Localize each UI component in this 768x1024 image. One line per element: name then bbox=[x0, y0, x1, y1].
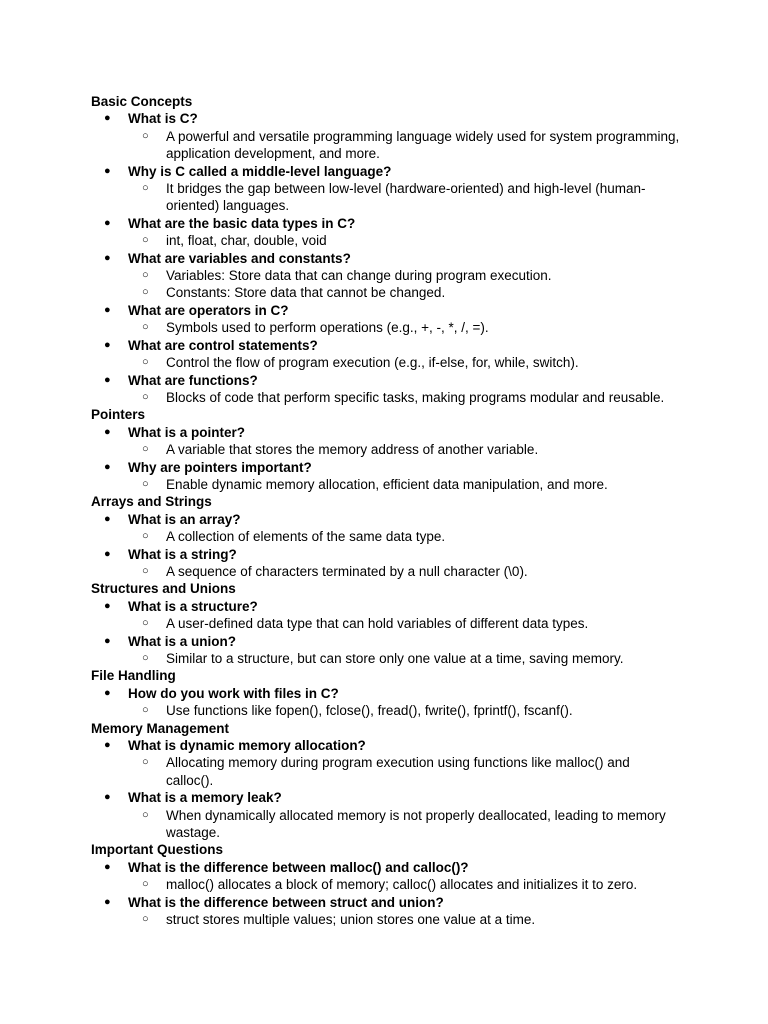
question-text: How do you work with files in C? bbox=[128, 685, 339, 701]
answer-text: Enable dynamic memory allocation, efficient data manipulation, and more. bbox=[166, 476, 608, 492]
answer-item bbox=[0, 128, 768, 163]
filled-bullet-icon: ● bbox=[104, 860, 111, 873]
hollow-bullet-icon: ○ bbox=[142, 182, 149, 195]
answer-text: Constants: Store data that cannot be changed. bbox=[166, 285, 446, 301]
hollow-bullet-icon: ○ bbox=[142, 286, 149, 299]
question-item bbox=[0, 859, 768, 876]
question-item bbox=[0, 337, 768, 354]
question-item bbox=[0, 598, 768, 615]
answer-text: It bridges the gap between low-level (hardware-oriented) and high-level (human-oriented) languages. bbox=[166, 181, 646, 214]
filled-bullet-icon: ● bbox=[104, 164, 111, 177]
section-heading: Basic Concepts bbox=[91, 94, 193, 109]
hollow-bullet-icon: ○ bbox=[142, 269, 149, 282]
section-heading: Arrays and Strings bbox=[91, 494, 212, 510]
hollow-bullet-icon: ○ bbox=[142, 390, 149, 403]
question-text: What are the basic data types in C? bbox=[128, 215, 356, 231]
filled-bullet-icon: ● bbox=[104, 599, 111, 612]
answer-text: Blocks of code that perform specific tasks, making programs modular and reusable. bbox=[166, 389, 665, 405]
filled-bullet-icon: ● bbox=[104, 686, 111, 699]
answer-item bbox=[0, 615, 768, 632]
question-text: What is the difference between malloc() and calloc()? bbox=[128, 859, 469, 875]
hollow-bullet-icon: ○ bbox=[142, 530, 149, 543]
filled-bullet-icon: ● bbox=[104, 251, 111, 264]
section-heading: Pointers bbox=[91, 407, 146, 423]
answer-text: A collection of elements of the same data type. bbox=[166, 529, 446, 545]
answer-item bbox=[0, 476, 768, 493]
question-item bbox=[0, 789, 768, 806]
question-item bbox=[0, 215, 768, 232]
question-text: What is a string? bbox=[128, 546, 237, 562]
hollow-bullet-icon: ○ bbox=[142, 704, 149, 717]
section-heading: Memory Management bbox=[91, 720, 230, 736]
hollow-bullet-icon: ○ bbox=[142, 321, 149, 334]
filled-bullet-icon: ● bbox=[104, 338, 111, 351]
answer-item bbox=[0, 284, 768, 301]
question-text: Why are pointers important? bbox=[128, 459, 312, 475]
answer-text: When dynamically allocated memory is not properly deallocated, leading to memory wastage. bbox=[166, 807, 666, 841]
answer-item bbox=[0, 702, 768, 719]
answer-text: A variable that stores the memory address of another variable. bbox=[166, 442, 539, 458]
section-heading: File Handling bbox=[91, 668, 176, 684]
hollow-bullet-icon: ○ bbox=[142, 477, 149, 490]
filled-bullet-icon: ● bbox=[104, 895, 111, 908]
question-item bbox=[0, 511, 768, 528]
question-text: What is a structure? bbox=[128, 598, 258, 614]
question-text: What is the difference between struct and union? bbox=[128, 894, 444, 910]
answer-item bbox=[0, 650, 768, 667]
answer-item bbox=[0, 807, 768, 842]
answer-item bbox=[0, 441, 768, 458]
answer-item bbox=[0, 232, 768, 249]
section-heading: Structures and Unions bbox=[91, 581, 236, 597]
question-item bbox=[0, 459, 768, 476]
question-text: What are functions? bbox=[128, 372, 258, 388]
answer-text: Similar to a structure, but can store only one value at a time, saving memory. bbox=[166, 651, 624, 666]
answer-item bbox=[0, 354, 768, 371]
filled-bullet-icon: ● bbox=[104, 425, 111, 438]
hollow-bullet-icon: ○ bbox=[142, 564, 149, 577]
filled-bullet-icon: ● bbox=[104, 739, 111, 752]
question-text: What is a union? bbox=[128, 633, 236, 649]
answer-text: int, float, char, double, void bbox=[166, 233, 327, 249]
question-item bbox=[0, 894, 768, 911]
answer-text: Control the flow of program execution (e.g., if-else, for, while, switch). bbox=[166, 355, 579, 371]
question-item bbox=[0, 372, 768, 389]
filled-bullet-icon: ● bbox=[104, 373, 111, 386]
question-text: What is dynamic memory allocation? bbox=[128, 738, 366, 754]
answer-item bbox=[0, 319, 768, 336]
answer-text: Allocating memory during program execution using functions like malloc() and calloc(). bbox=[166, 755, 630, 788]
answer-text: Symbols used to perform operations (e.g., +, -, *, /, =). bbox=[166, 320, 489, 336]
answer-item bbox=[0, 180, 768, 215]
filled-bullet-icon: ● bbox=[104, 634, 111, 647]
hollow-bullet-icon: ○ bbox=[142, 234, 149, 247]
answer-text: Variables: Store data that can change during program execution. bbox=[166, 268, 552, 284]
answer-item bbox=[0, 754, 768, 789]
answer-item bbox=[0, 911, 768, 928]
answer-item bbox=[0, 876, 768, 893]
filled-bullet-icon: ● bbox=[104, 791, 111, 804]
question-item bbox=[0, 110, 768, 127]
hollow-bullet-icon: ○ bbox=[142, 443, 149, 456]
question-text: Why is C called a middle-level language? bbox=[128, 163, 392, 179]
answer-text: struct stores multiple values; union stores one value at a time. bbox=[166, 912, 536, 928]
question-text: What are variables and constants? bbox=[128, 250, 351, 266]
question-item bbox=[0, 685, 768, 702]
section-heading: Important Questions bbox=[91, 842, 224, 858]
question-text: What are operators in C? bbox=[128, 302, 289, 318]
answer-item bbox=[0, 563, 768, 580]
question-text: What is a pointer? bbox=[128, 424, 246, 440]
answer-text: A powerful and versatile programming language widely used for system programming, application development, and more. bbox=[166, 128, 680, 162]
question-text: What are control statements? bbox=[128, 337, 318, 353]
question-item bbox=[0, 546, 768, 563]
question-item bbox=[0, 250, 768, 267]
question-item bbox=[0, 163, 768, 180]
hollow-bullet-icon: ○ bbox=[142, 356, 149, 369]
answer-item bbox=[0, 267, 768, 284]
filled-bullet-icon: ● bbox=[104, 547, 111, 560]
hollow-bullet-icon: ○ bbox=[142, 129, 149, 142]
question-item bbox=[0, 633, 768, 650]
answer-item bbox=[0, 389, 768, 406]
filled-bullet-icon: ● bbox=[104, 460, 111, 473]
document-body bbox=[0, 93, 768, 929]
hollow-bullet-icon: ○ bbox=[142, 756, 149, 769]
question-text: What is a memory leak? bbox=[128, 790, 282, 806]
hollow-bullet-icon: ○ bbox=[142, 617, 149, 630]
answer-text: Use functions like fopen(), fclose(), fread(), fwrite(), fprintf(), fscanf(). bbox=[166, 703, 573, 719]
answer-text: A user-defined data type that can hold variables of different data types. bbox=[166, 616, 589, 632]
answer-text: A sequence of characters terminated by a null character (\0). bbox=[166, 563, 528, 579]
question-text: What is C? bbox=[128, 111, 198, 127]
filled-bullet-icon: ● bbox=[104, 112, 111, 125]
answer-text: malloc() allocates a block of memory; calloc() allocates and initializes it to zero. bbox=[166, 877, 638, 893]
hollow-bullet-icon: ○ bbox=[142, 652, 149, 664]
hollow-bullet-icon: ○ bbox=[142, 878, 149, 891]
hollow-bullet-icon: ○ bbox=[142, 913, 149, 926]
question-item bbox=[0, 302, 768, 319]
question-item bbox=[0, 737, 768, 754]
filled-bullet-icon: ● bbox=[104, 216, 111, 229]
question-item bbox=[0, 424, 768, 441]
answer-item bbox=[0, 528, 768, 545]
question-text: What is an array? bbox=[128, 511, 241, 527]
hollow-bullet-icon: ○ bbox=[142, 808, 149, 821]
filled-bullet-icon: ● bbox=[104, 512, 111, 525]
filled-bullet-icon: ● bbox=[104, 303, 111, 316]
